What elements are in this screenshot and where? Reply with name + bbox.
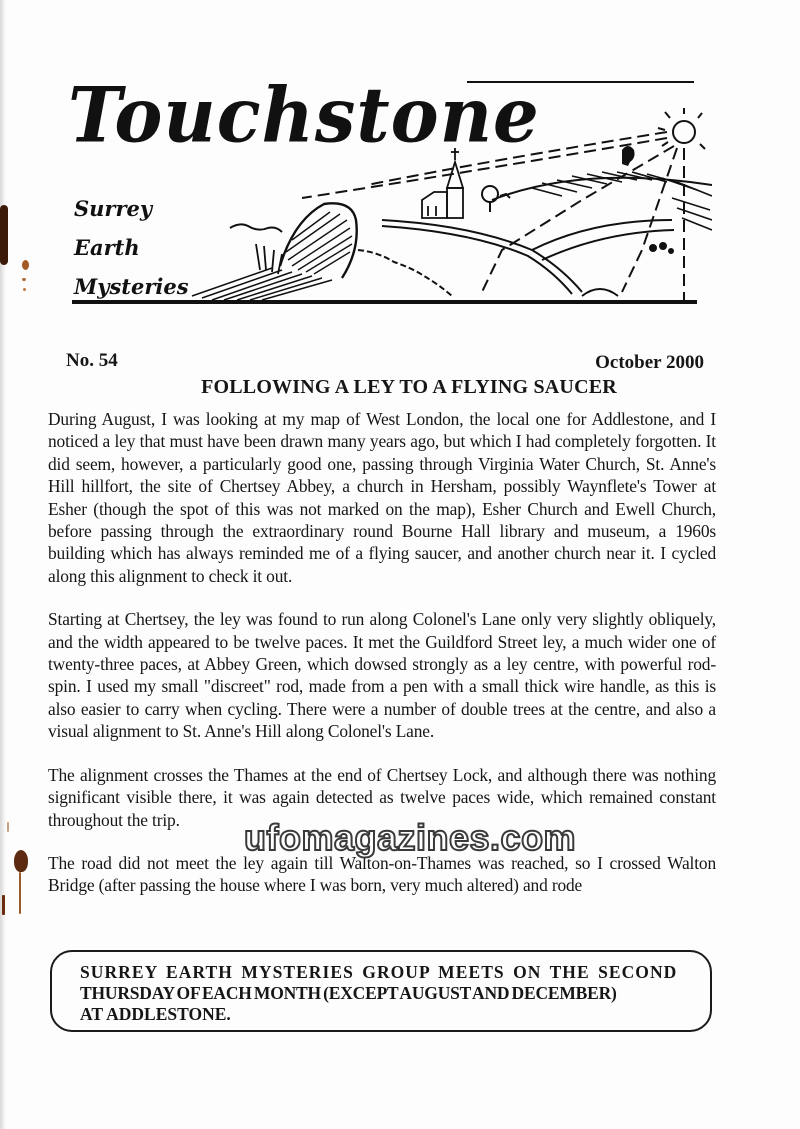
- notice-line: THURSDAY OF EACH MONTH (EXCEPT AUGUST AND DECEMBER): [80, 983, 617, 1003]
- bush-icon: [649, 242, 674, 254]
- ink-blot: [14, 850, 28, 872]
- field-hatching: [192, 268, 332, 300]
- ink-spot: [22, 260, 29, 270]
- binding-stain: [2, 895, 5, 915]
- tree-icon: [482, 186, 510, 212]
- article-paragraph: During August, I was looking at my map of West London, the local one for Addlestone, and I noticed a ley that must have been drawn many years ago, but which I had completely forgotten. It did seem, however, a particularly good one, passing through Virginia Water Church, St. Anne's Hill hillfort, the site of Chertsey Abbey, a church in Hersham, possibly Waynflete's Tower at Esher (though the spot of this was not marked on the map), Esher Church and Ewell Church, before passing through the extraordinary round Bourne Hall library and museum, a 1960s building which has always reminded me of a flying saucer, and another church near it. I cycled along this alignment to check it out.: [48, 409, 716, 586]
- issue-date: October 2000: [595, 352, 704, 373]
- bridge-icon: [582, 289, 618, 296]
- masthead-subtitle-line: Earth: [74, 235, 140, 260]
- masthead-rule: [72, 300, 697, 304]
- ink-drip: [19, 872, 21, 914]
- ink-spot: [7, 822, 9, 832]
- masthead-title: Touchstone: [68, 70, 540, 160]
- article-paragraph: Starting at Chertsey, the ley was found to run along Colonel's Lane only very slightly obliquely, and the width appeared to be twelve paces. It met the Guildford Street ley, a much wider one of twenty-three paces, at Abbey Green, which dowsed strongly as a ley centre, with powerful rod-spin. I used my small "discreet" rod, made from a pen with a small thick wire handle, as this is also easier to carry when cycling. There were a number of double trees at the centre, and also a visual alignment to St. Anne's Hill along Colonel's Lane.: [48, 609, 716, 742]
- meeting-notice-box: [50, 950, 712, 1032]
- article-headline: FOLLOWING A LEY TO A FLYING SAUCER: [201, 376, 617, 398]
- figure-icon: [622, 146, 635, 166]
- binding-stain: [0, 205, 8, 265]
- watermark: ufomagazines.com: [244, 817, 577, 858]
- issue-number: No. 54: [66, 350, 118, 371]
- sun-icon: [658, 108, 705, 149]
- hill-hatching: [492, 172, 712, 230]
- standing-stone-icon: [230, 203, 357, 278]
- notice-line: AT ADDLESTONE.: [80, 1004, 231, 1024]
- article-paragraph: The alignment crosses the Thames at the end of Chertsey Lock, and although there was nothing significant visible there, it was again detected as twelve paces wide, which remained constant throughout the trip.: [48, 764, 716, 830]
- article-paragraph: The road did not meet the ley again till Walton-on-Thames was reached, so I crossed Walton Bridge (after passing the house where I was born, very much altered) and rode: [48, 852, 716, 896]
- masthead: [62, 70, 712, 310]
- ink-spot: [23, 288, 26, 291]
- masthead-subtitle-line: Mysteries: [74, 274, 189, 299]
- masthead-subtitle-line: Surrey: [74, 196, 153, 221]
- scan-edge-shadow: [0, 0, 6, 1129]
- ink-spot: [22, 278, 26, 281]
- notice-line: SURREY EARTH MYSTERIES GROUP MEETS ON THE SECOND: [80, 962, 678, 982]
